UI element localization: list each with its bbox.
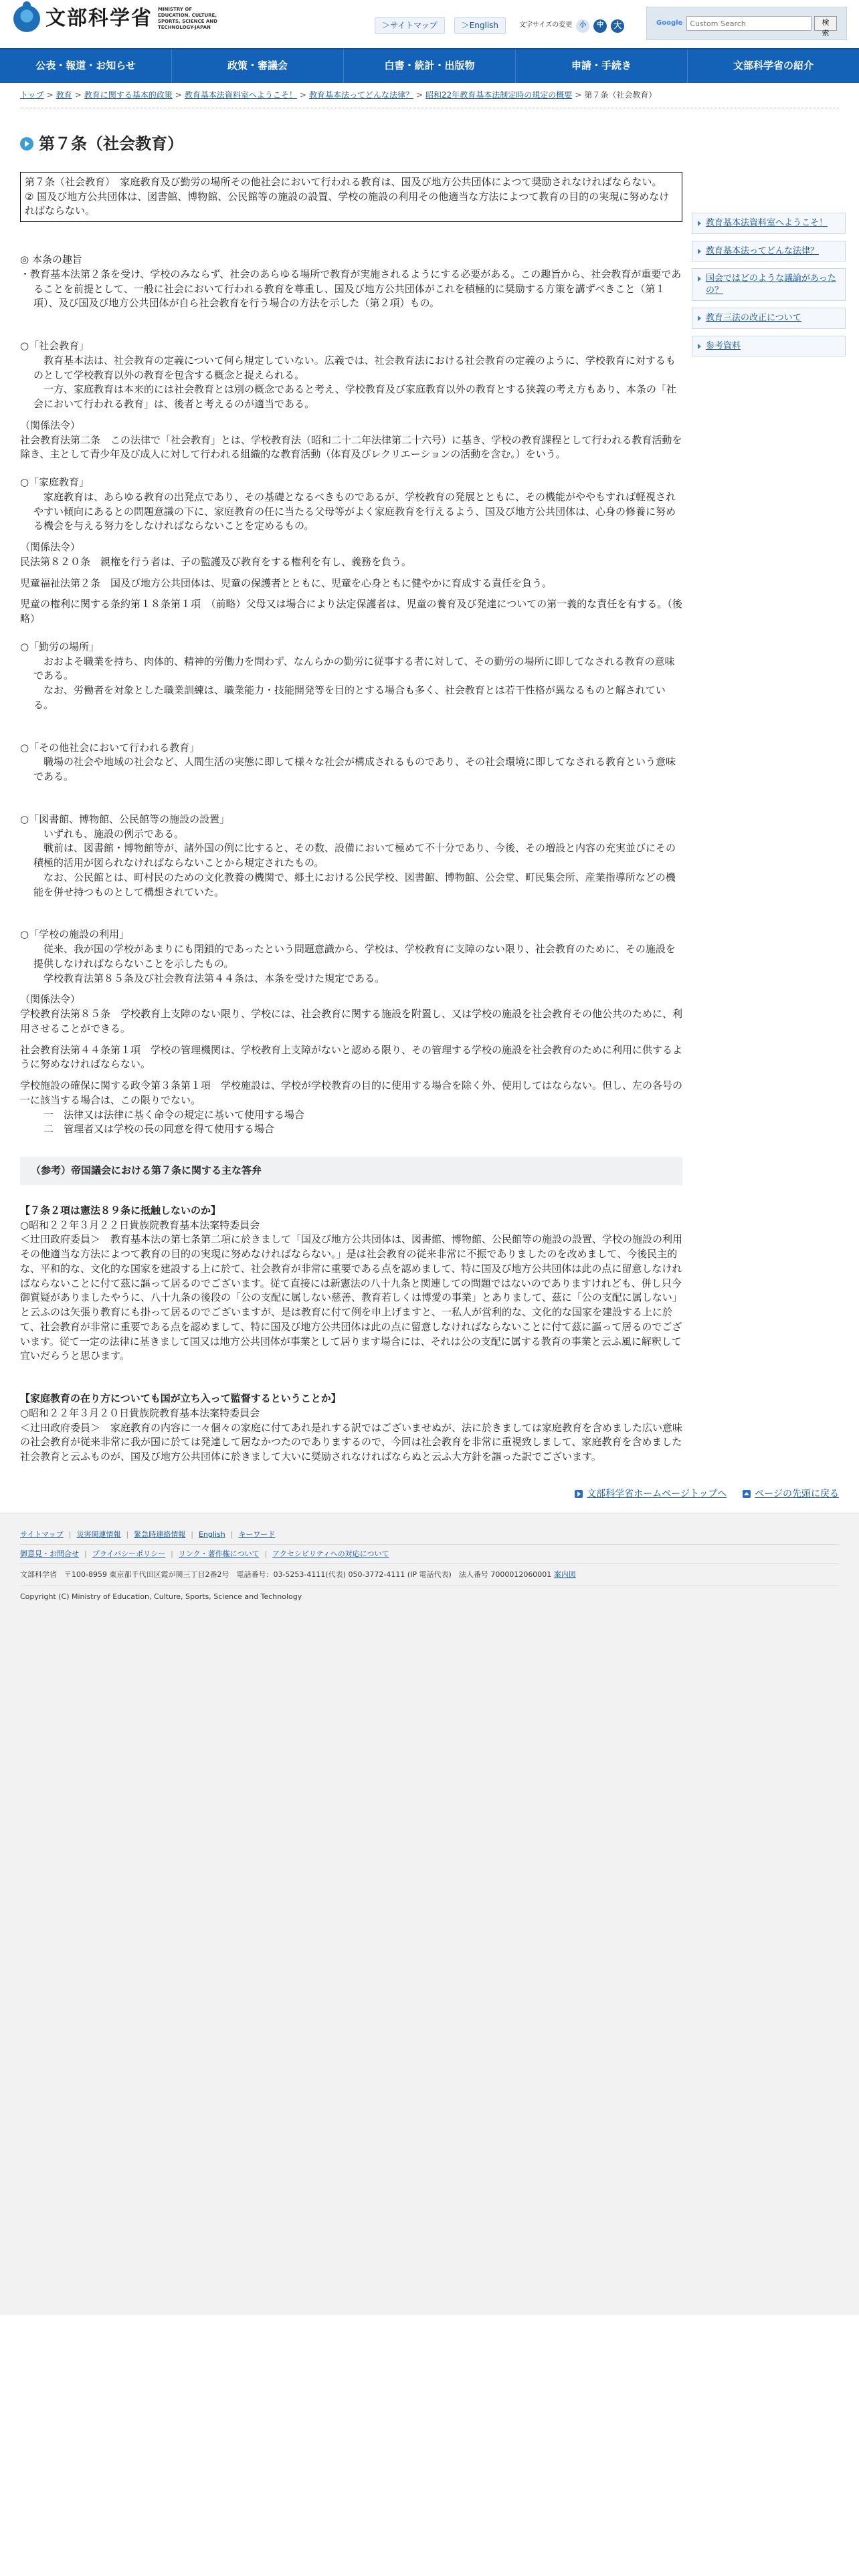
title-arrow-icon <box>20 137 33 150</box>
logo[interactable] <box>13 4 218 33</box>
section-heading: ○「その他社会において行われる教育」 <box>20 741 200 754</box>
section-workplace <box>20 640 682 713</box>
global-nav <box>0 48 859 83</box>
related-law-heading: （関係法令） <box>20 419 81 431</box>
breadcrumb-separator: > <box>46 90 54 100</box>
arrow-up-icon <box>743 1490 751 1498</box>
sidebar-link[interactable]: 教育基本法ってどんな法律？ <box>706 245 820 256</box>
fontsize-small-button[interactable]: 小 <box>576 19 589 33</box>
sidebar-item-welcome[interactable] <box>692 213 846 234</box>
page-top-link-text[interactable]: ページの先頭に戻る <box>755 1488 839 1499</box>
related-law-text: 一 法律又は法律に基く命令の規定に基いて使用する場合 <box>33 1108 305 1121</box>
qa-answer: ＜辻田政府委員＞ 家庭教育の内容に一々個々の家庭に付てあれ是れする訳ではございませぬが、法に於きましては家庭教育を含めました広い意味の社会教育が従来非常に我が国に於ては発達して居なかつたのでありまするので、今回は社会教育を非常に重視致しまして、家庭教育を含めました社会教育と云ふものが、国及び地方公共団体に於きまして大いに奨励されなければならぬと云ふ大方針を謳った訳でございます。 <box>20 1421 683 1463</box>
search-button[interactable]: 検索 <box>814 16 837 31</box>
related-law-heading: （関係法令） <box>20 993 81 1006</box>
qa-date: ○昭和２２年３月２０日貴族院教育基本法案特委員会 <box>20 1406 260 1419</box>
nav-item-applications[interactable]: 申請・手続き <box>516 49 688 83</box>
footer-link[interactable]: サイトマップ <box>20 1530 64 1539</box>
footer-link[interactable]: キーワード <box>238 1530 276 1539</box>
section-heading: ○「勤労の場所」 <box>20 640 100 653</box>
footer-link[interactable]: リンク・著作権について <box>178 1549 260 1559</box>
sidebar-link[interactable]: 教育基本法資料室へようこそ！ <box>706 218 828 228</box>
breadcrumb-link[interactable]: 教育 <box>56 90 72 100</box>
sidebar-link[interactable]: 教育三法の改正について <box>706 313 801 324</box>
sidebar-item-diet-debate[interactable] <box>692 268 846 301</box>
site-footer <box>0 1513 859 2315</box>
breadcrumb-separator: > <box>74 90 82 100</box>
footer-link[interactable]: English <box>198 1530 225 1539</box>
reference-heading: （参考）帝国議会における第７条に関する主な答弁 <box>20 1157 682 1185</box>
qa-home-education <box>20 1392 682 1465</box>
search-input[interactable] <box>686 16 812 31</box>
article-paragraph: ② 国及び地方公共団体は、図書館、博物館、公民館等の施設の設置、学校の施設の利用その他適当な方法によつて教育の目的の実現に努めなければならない。 <box>25 190 670 217</box>
google-logo: Google <box>656 19 683 27</box>
article-text-box <box>20 172 682 222</box>
breadcrumb-separator: > <box>415 90 423 100</box>
page-title <box>20 132 839 156</box>
section-text: なお、労働者を対象とした職業訓練は、職業能力・技能開発等を目的とする場合も多く、社会教育とは若干性格が異なるものと解されている。 <box>33 684 666 711</box>
fontsize-label: 文字サイズの変更 <box>519 21 573 29</box>
nav-item-about[interactable]: 文部科学省の紹介 <box>733 60 814 72</box>
section-text: ・教育基本法第２条を受け、学校のみならず、社会のあらゆる場所で教育が実施されるようにする必要がある。この趣旨から、社会教育が重要であることを前提として、一般に社会において行われる教育を尊重し、国及び地方公共団体がこれを積極的に奨励する方策を講ずべきこと（第１項）、及び国及び地方公共団体が自ら社会教育を行う場合の方法を示した（第２項）もの。 <box>20 267 682 310</box>
sidebar-item-reference[interactable] <box>692 336 846 357</box>
section-text: 教育基本法は、社会教育の定義について何ら規定していない。広義では、社会教育法における社会教育の定義のように、学校教育に対するものとして学校教育以外の教育を包含する概念と捉えられる。 <box>33 354 676 381</box>
sidebar-item-about-law[interactable] <box>692 241 846 262</box>
qa-date: ○昭和２２年３月２２日貴族院教育基本法案特委員会 <box>20 1218 260 1231</box>
section-heading: ○「家庭教育」 <box>20 476 90 489</box>
sidebar <box>692 213 846 363</box>
page-bottom-links <box>0 1478 859 1513</box>
related-law-text: 学校施設の確保に関する政令第３条第１項 学校施設は、学校が学校教育の目的に使用する場合を除く外、使用してはならない。但し、左の各号の一に該当する場合は、この限りでない。 <box>20 1079 683 1106</box>
main-area <box>0 132 859 1465</box>
related-law-text: 二 管理者又は学校の長の同意を得て使用する場合 <box>33 1123 275 1136</box>
sidebar-link[interactable]: 国会ではどのような議論があったの？ <box>706 274 836 296</box>
section-text: いずれも、施設の例示である。 <box>33 827 185 840</box>
sidebar-link[interactable]: 参考資料 <box>706 340 741 351</box>
logo-text: 文部科学省 <box>45 7 153 30</box>
page-top-link[interactable] <box>743 1487 839 1501</box>
article-paragraph: 第７条（社会教育） 家庭教育及び勤労の場所その他社会において行われる教育は、国及び地方公共団体によつて奨励されなければならない。 <box>25 175 662 188</box>
fontsize-medium-button[interactable]: 中 <box>593 19 607 33</box>
footer-address <box>20 1564 839 1586</box>
arrow-right-icon <box>575 1490 583 1498</box>
breadcrumb-link[interactable]: 昭和22年教育基本法制定時の規定の概要 <box>425 90 573 100</box>
breadcrumb-separator: > <box>575 90 582 100</box>
nav-item-publications[interactable]: 白書・統計・出版物 <box>344 49 516 83</box>
nav-item-announcements[interactable]: 公表・報道・お知らせ <box>0 49 172 83</box>
sitemap-button[interactable]: ＞サイトマップ <box>375 17 445 34</box>
section-text: なお、公民館とは、町村民のための文化教養の機関で、郷土における公民学校、図書館、博物館、公会堂、町民集会所、産業指導所などの機能を併せ持つものとして構想されていた。 <box>33 871 676 898</box>
section-social-education <box>20 339 682 462</box>
section-heading: ○「図書館、博物館、公民館等の施設の設置」 <box>20 813 230 825</box>
footer-link[interactable]: アクセシビリティへの対応について <box>272 1549 389 1559</box>
logo-mark-icon <box>13 5 40 32</box>
copyright: Copyright (C) Ministry of Education, Culture, Sports, Science and Technology <box>20 1592 302 1601</box>
related-law-text: 民法第８２０条 親権を行う者は、子の監護及び教育をする権利を有し、義務を負う。 <box>20 555 412 568</box>
section-heading: ○「学校の施設の利用」 <box>20 928 130 941</box>
breadcrumb-separator: > <box>175 90 182 100</box>
footer-link[interactable]: プライバシーポリシー <box>92 1549 166 1559</box>
related-law-text: 社会教育法第二条 この法律で「社会教育」とは、学校教育法（昭和二十二年法律第二十六号）に基き、学校の教育課程として行われる教育活動を除き、主として青少年及び成人に対して行われる組織的な教育活動（体育及びレクリエーションの活動を含む。）をいう。 <box>20 433 682 461</box>
sidebar-item-three-laws[interactable] <box>692 308 846 329</box>
header-links <box>375 17 624 34</box>
nav-item-policy[interactable]: 政策・審議会 <box>172 49 344 83</box>
qa-heading: 【家庭教育の在り方についても国が立ち入って監督するということか】 <box>20 1392 341 1405</box>
section-facilities <box>20 813 682 900</box>
footer-link[interactable]: 御意見・お問合せ <box>20 1549 79 1559</box>
site-header <box>0 0 859 48</box>
article-content <box>20 172 682 1465</box>
qa-constitution <box>20 1204 682 1364</box>
related-law-text: 児童の権利に関する条約第１８条第１項 （前略）父母又は場合により法定保護者は、児童の養育及び発達についての第一義的な責任を有する。（後略） <box>20 598 682 625</box>
section-other-society <box>20 741 682 784</box>
related-law-text: 学校教育法第８５条 学校教育上支障のない限り、学校には、社会教育に関する施設を附置し、又は学校の施設を社会教育その他公共のために、利用させることができる。 <box>20 1008 683 1035</box>
fontsize-switcher <box>519 19 624 33</box>
breadcrumb <box>20 83 839 108</box>
footer-links-secondary: 御意見・お問合せ | プライバシーポリシー | リンク・著作権について | アクセシビリティへの対応について <box>20 1545 839 1564</box>
footer-address-text: 文部科学省 〒100-8959 東京都千代田区霞が関三丁目2番2号 電話番号：03-5253-4111(代表) 050-3772-4111 (IP 電話代表) 法人番号 7000012060001 <box>20 1570 552 1579</box>
home-link[interactable] <box>575 1487 727 1501</box>
qa-heading: 【７条２項は憲法８９条に抵触しないのか】 <box>20 1204 221 1216</box>
section-home-education <box>20 475 682 627</box>
related-law-heading: （関係法令） <box>20 541 81 554</box>
section-text: 職場の社会や地域の社会など、人間生活の実態に即して様々な社会が構成されるものであり、その社会環境に即してなされる教育という意味である。 <box>33 756 676 783</box>
section-heading: ○「社会教育」 <box>20 340 90 352</box>
logo-subtitle: MINISTRY OF EDUCATION, CULTURE, SPORTS, SCIENCE AND TECHNOLOGY-JAPAN <box>158 6 217 30</box>
breadcrumb-link[interactable]: 教育基本法ってどんな法律？ <box>308 90 413 100</box>
page-heading: 第７条（社会教育） <box>39 134 183 153</box>
footer-map-link[interactable]: 案内図 <box>553 1570 576 1579</box>
breadcrumb-current: 第７条（社会教育） <box>584 90 657 100</box>
section-heading: ◎ 本条の趣旨 <box>20 253 82 266</box>
qa-answer: ＜辻田政府委員＞ 教育基本法の第七条第二項に於きまして「国及び地方公共団体は、図書館、博物館、公民館等の施設の設置、学校の施設の利用その他適当な方法によつて教育の目的の実現に努めなければならない。」是は社会教育の従来非常に不振でありましたのを改めまして、今後民主的な、平和的な、文化的な国家を建設する上に於て、社会教育が非常に重要である点を認めまして、特に国及び地方公共団体は此の点に留意しなければならないことに付て茲に謳って居るのでございます。従て直接には新憲法の八十九条と関連しての問題ではないのでありますけれども、併し只今御質疑がありましたやうに、八十九条の後段の「公の支配に属しない慈善、教育若しくは博愛の事業」とありまして、茲に「公の支配に属しない」と云ふのは矢張り教育にも掛って居るのでございますが、是は教育に付て例を申上げますと、一私人が営利的な、文化的な国家を建設する上に於て、社会教育が非常に重要である点を認めまして、特に国及び地方公共団体は此の点に留意しなければならないことに付て茲に謳って居るのでございます。従て一定の法律に基きまして国又は地方公共団体が事業として居ります場合には、それは公の支配に属する教育の事業と云ふ風に解釈して宜いだらうと思ひます。 <box>20 1233 683 1362</box>
english-button[interactable]: ＞English <box>454 17 506 34</box>
home-link-text[interactable]: 文部科学省ホームページトップへ <box>587 1488 727 1499</box>
section-text: 戦前は、図書館・博物館等が、諸外国の例に比すると、その数、設備において極めて不十分であり、今後、その増設と内容の充実並びにその積極的活用が図られなければならないことから規定されたもの。 <box>33 842 676 869</box>
section-school-facilities <box>20 928 682 1137</box>
section-text: 一方、家庭教育は本来的には社会教育とは別の概念であると考え、学校教育及び家庭教育以外の教育とする狭義の考え方もあり、本条の「社会において行われる教育」は、後者と考えるのが適当である。 <box>33 383 676 411</box>
breadcrumb-link[interactable]: トップ <box>20 90 44 100</box>
section-text: 従来、我が国の学校があまりにも閉鎖的であったという問題意識から、学校は、学校教育に支障のない限り、社会教育のために、その施設を提供しなければならないことを示したもの。 <box>33 943 676 970</box>
section-text: 家庭教育は、あらゆる教育の出発点であり、その基礎となるべきものであるが、学校教育の発展とともに、その機能がややもすれば軽視されやすい傾向にあるとの問題意識の下に、家庭教育の任に当たる父母等がよく家庭教育を行えるよう、国及び地方公共団体は、心身の修養に努める機会を与える努力をしなければならないことを定めるもの。 <box>33 490 676 532</box>
footer-link[interactable]: 緊急時連絡情報 <box>134 1530 186 1539</box>
fontsize-large-button[interactable]: 大 <box>611 19 624 33</box>
breadcrumb-link[interactable]: 教育に関する基本的政策 <box>84 90 173 100</box>
footer-link[interactable]: 災害関連情報 <box>76 1530 121 1539</box>
section-text: おおよそ職業を持ち、肉体的、精神的労働力を問わず、なんらかの勤労に従事する者に対して、その勤労の場所に即してなされる教育の意味である。 <box>33 655 675 682</box>
search-box <box>646 7 847 40</box>
breadcrumb-link[interactable]: 教育基本法資料室へようこそ！ <box>184 90 297 100</box>
section-text: 学校教育法第８５条及び社会教育法第４４条は、本条を受けた規定である。 <box>33 972 385 984</box>
footer-links-primary: サイトマップ | 災害関連情報 | 緊急時連絡情報 | English | キーワード <box>20 1525 839 1545</box>
breadcrumb-separator: > <box>299 90 306 100</box>
related-law-text: 児童福祉法第２条 国及び地方公共団体は、児童の保護者とともに、児童を心身ともに健やかに育成する責任を負う。 <box>20 576 553 589</box>
section-purpose <box>20 253 682 311</box>
related-law-text: 社会教育法第４４条第１項 学校の管理機関は、学校教育上支障がないと認める限り、その管理する学校の施設を社会教育のために利用に供するように努めなければならない。 <box>20 1043 683 1071</box>
